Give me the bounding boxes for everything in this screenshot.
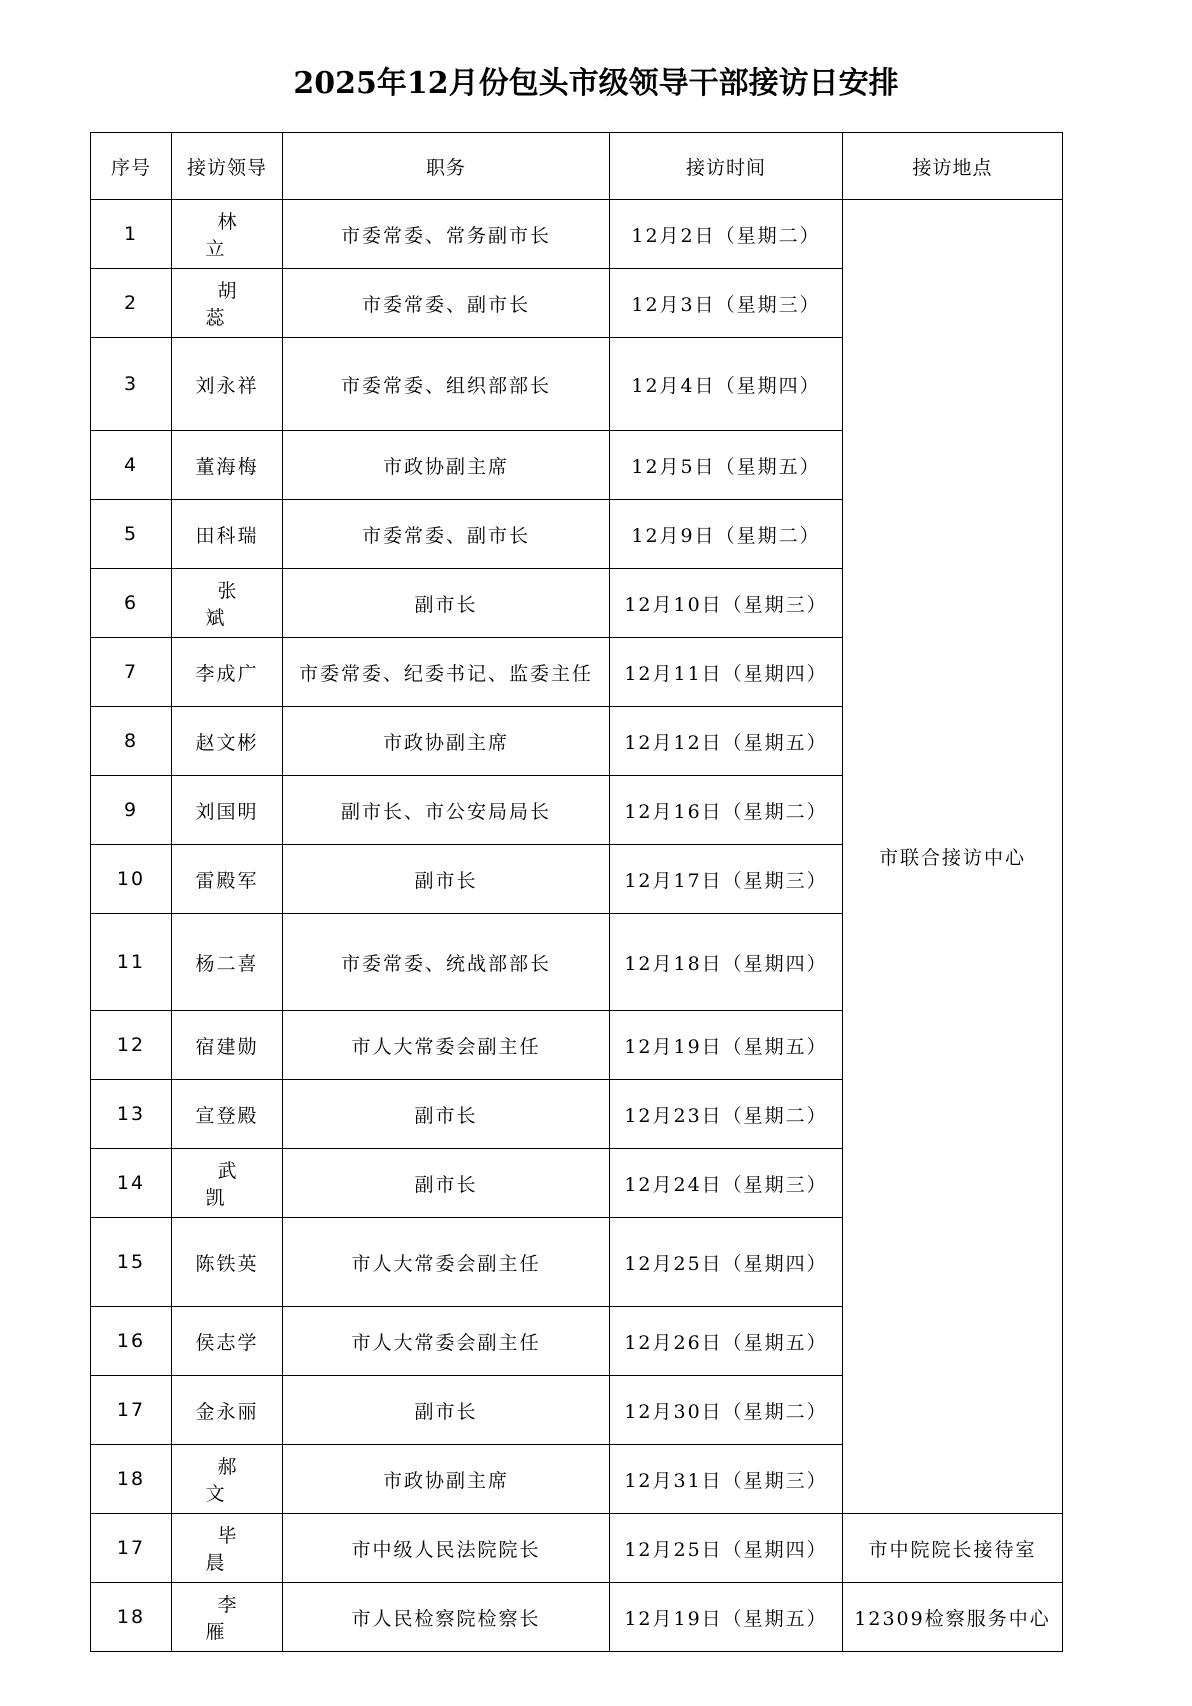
row-time: 12月4日（星期四）	[610, 338, 843, 431]
row-place: 市中院院长接待室	[843, 1514, 1063, 1583]
row-time: 12月10日（星期三）	[610, 569, 843, 638]
row-time: 12月12日（星期五）	[610, 707, 843, 776]
row-seq: 15	[91, 1218, 172, 1307]
row-position: 市委常委、纪委书记、监委主任	[283, 638, 610, 707]
row-time: 12月31日（星期三）	[610, 1445, 843, 1514]
row-seq: 14	[91, 1149, 172, 1218]
row-seq: 5	[91, 500, 172, 569]
header-position: 职务	[283, 133, 610, 200]
row-position: 副市长	[283, 1149, 610, 1218]
row-leader: 田科瑞	[172, 500, 283, 569]
row-leader: 雷殿军	[172, 845, 283, 914]
row-position: 市人大常委会副主任	[283, 1307, 610, 1376]
row-time: 12月19日（星期五）	[610, 1583, 843, 1652]
header-row	[91, 133, 1063, 200]
row-position: 市委常委、常务副市长	[283, 200, 610, 269]
table-row	[91, 200, 1063, 269]
row-position: 副市长、市公安局局长	[283, 776, 610, 845]
schedule-table	[90, 132, 1063, 1652]
row-seq: 17	[91, 1376, 172, 1445]
row-position: 市人大常委会副主任	[283, 1218, 610, 1307]
row-position: 市政协副主席	[283, 707, 610, 776]
row-seq: 8	[91, 707, 172, 776]
row-seq: 4	[91, 431, 172, 500]
row-time: 12月25日（星期四）	[610, 1514, 843, 1583]
row-time: 12月19日（星期五）	[610, 1011, 843, 1080]
row-leader: 刘国明	[172, 776, 283, 845]
row-time: 12月2日（星期二）	[610, 200, 843, 269]
row-leader: 赵文彬	[172, 707, 283, 776]
row-seq: 3	[91, 338, 172, 431]
row-seq: 17	[91, 1514, 172, 1583]
row-leader: 李成广	[172, 638, 283, 707]
row-leader: 陈铁英	[172, 1218, 283, 1307]
table-row	[91, 1514, 1063, 1583]
row-time: 12月23日（星期二）	[610, 1080, 843, 1149]
row-position: 市委常委、统战部部长	[283, 914, 610, 1011]
row-seq: 16	[91, 1307, 172, 1376]
row-leader: 林 立	[172, 200, 283, 269]
row-seq: 12	[91, 1011, 172, 1080]
row-position: 副市长	[283, 569, 610, 638]
row-seq: 18	[91, 1583, 172, 1652]
row-leader: 董海梅	[172, 431, 283, 500]
row-leader: 毕 晨	[172, 1514, 283, 1583]
row-time: 12月16日（星期二）	[610, 776, 843, 845]
row-leader: 杨二喜	[172, 914, 283, 1011]
row-seq: 10	[91, 845, 172, 914]
page-title: 2025年12月份包头市级领导干部接访日安排	[293, 66, 899, 101]
row-time: 12月5日（星期五）	[610, 431, 843, 500]
row-seq: 9	[91, 776, 172, 845]
row-position: 市委常委、副市长	[283, 269, 610, 338]
row-seq: 7	[91, 638, 172, 707]
row-place: 12309检察服务中心	[843, 1583, 1063, 1652]
row-position: 副市长	[283, 1080, 610, 1149]
shared-place: 市联合接访中心	[843, 200, 1063, 1514]
row-seq: 13	[91, 1080, 172, 1149]
row-time: 12月17日（星期三）	[610, 845, 843, 914]
row-leader: 郝 文	[172, 1445, 283, 1514]
header-seq: 序号	[91, 133, 172, 200]
row-leader: 张 斌	[172, 569, 283, 638]
row-seq: 11	[91, 914, 172, 1011]
row-time: 12月3日（星期三）	[610, 269, 843, 338]
row-seq: 1	[91, 200, 172, 269]
row-leader: 宣登殿	[172, 1080, 283, 1149]
row-position: 副市长	[283, 845, 610, 914]
row-position: 市人大常委会副主任	[283, 1011, 610, 1080]
row-position: 市委常委、副市长	[283, 500, 610, 569]
row-time: 12月24日（星期三）	[610, 1149, 843, 1218]
header-leader: 接访领导	[172, 133, 283, 200]
table-row	[91, 1583, 1063, 1652]
row-position: 市政协副主席	[283, 1445, 610, 1514]
row-time: 12月9日（星期二）	[610, 500, 843, 569]
row-leader: 武 凯	[172, 1149, 283, 1218]
row-time: 12月26日（星期五）	[610, 1307, 843, 1376]
row-position: 副市长	[283, 1376, 610, 1445]
row-leader: 侯志学	[172, 1307, 283, 1376]
row-time: 12月25日（星期四）	[610, 1218, 843, 1307]
row-position: 市人民检察院检察长	[283, 1583, 610, 1652]
header-time: 接访时间	[610, 133, 843, 200]
row-seq: 2	[91, 269, 172, 338]
row-seq: 18	[91, 1445, 172, 1514]
row-leader: 李 雁	[172, 1583, 283, 1652]
row-time: 12月18日（星期四）	[610, 914, 843, 1011]
header-place: 接访地点	[843, 133, 1063, 200]
row-position: 市中级人民法院院长	[283, 1514, 610, 1583]
row-leader: 金永丽	[172, 1376, 283, 1445]
row-position: 市委常委、组织部部长	[283, 338, 610, 431]
row-seq: 6	[91, 569, 172, 638]
row-time: 12月11日（星期四）	[610, 638, 843, 707]
row-position: 市政协副主席	[283, 431, 610, 500]
row-leader: 宿建勋	[172, 1011, 283, 1080]
row-time: 12月30日（星期二）	[610, 1376, 843, 1445]
row-leader: 刘永祥	[172, 338, 283, 431]
row-leader: 胡 蕊	[172, 269, 283, 338]
